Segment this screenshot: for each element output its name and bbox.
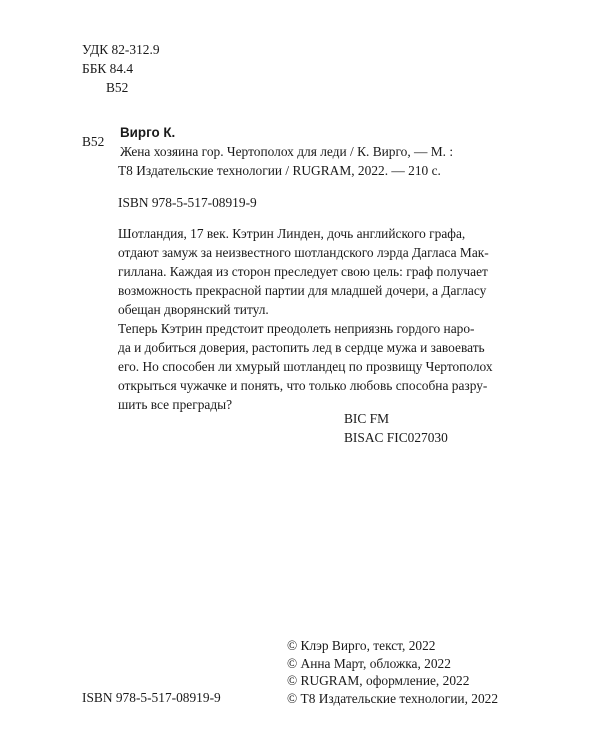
- annotation: [118, 224, 498, 414]
- bisac-code: BISAC FIC027030: [344, 430, 448, 445]
- entry-line-2: Т8 Издательские технологии / RUGRAM, 2022. — 210 с.: [118, 163, 441, 178]
- annotation-line: шить все преграды?: [118, 397, 233, 412]
- entry-line-1: Жена хозяина гор. Чертополох для леди / К. Вирго, — М. :: [120, 144, 454, 159]
- annotation-paragraph-1: [118, 224, 498, 319]
- copyright-line: © RUGRAM, оформление, 2022: [287, 673, 470, 689]
- subject-codes: [344, 409, 448, 447]
- author-mark: В52: [106, 80, 129, 95]
- bibliographic-entry: [117, 124, 517, 180]
- copyright-notices: [287, 637, 498, 707]
- classification-block: [82, 40, 160, 97]
- bbk-code: ББК 84.4: [82, 61, 134, 76]
- annotation-line: его. Но способен ли хмурый шотландец по прозвищу Чертополох: [118, 359, 493, 374]
- copyright-line: © Клэр Вирго, текст, 2022: [287, 638, 436, 653]
- annotation-line: открыться чужачке и понять, что только любовь способна разру-: [118, 378, 488, 393]
- annotation-line: гиллана. Каждая из сторон преследует свою цель: граф получает: [118, 264, 488, 279]
- copyright-line: © Анна Март, обложка, 2022: [287, 655, 451, 671]
- annotation-line: Теперь Кэтрин предстоит преодолеть неприязнь гордого наро-: [118, 321, 475, 336]
- isbn-bottom: ISBN 978-5-517-08919-9: [82, 690, 221, 705]
- annotation-paragraph-2: [118, 319, 498, 414]
- copyright-line: © Т8 Издательские технологии, 2022: [287, 690, 499, 706]
- author-name: Вирго К.: [120, 125, 176, 140]
- annotation-line: Шотландия, 17 век. Кэтрин Линден, дочь английского графа,: [118, 226, 466, 241]
- annotation-line: отдают замуж за неизвестного шотландского лэрда Дагласа Мак-: [118, 245, 489, 260]
- annotation-line: обещан дворянский титул.: [118, 302, 269, 317]
- annotation-line: возможность прекрасной партии для младшей дочери, а Дагласу: [118, 283, 487, 298]
- udk-code: УДК 82-312.9: [82, 42, 160, 57]
- annotation-line: да и добиться доверия, растопить лед в сердце мужа и завоевать: [118, 340, 485, 355]
- entry-side-mark: В52: [82, 134, 105, 149]
- bic-code: BIC FM: [344, 411, 390, 426]
- isbn-main: ISBN 978-5-517-08919-9: [118, 195, 257, 210]
